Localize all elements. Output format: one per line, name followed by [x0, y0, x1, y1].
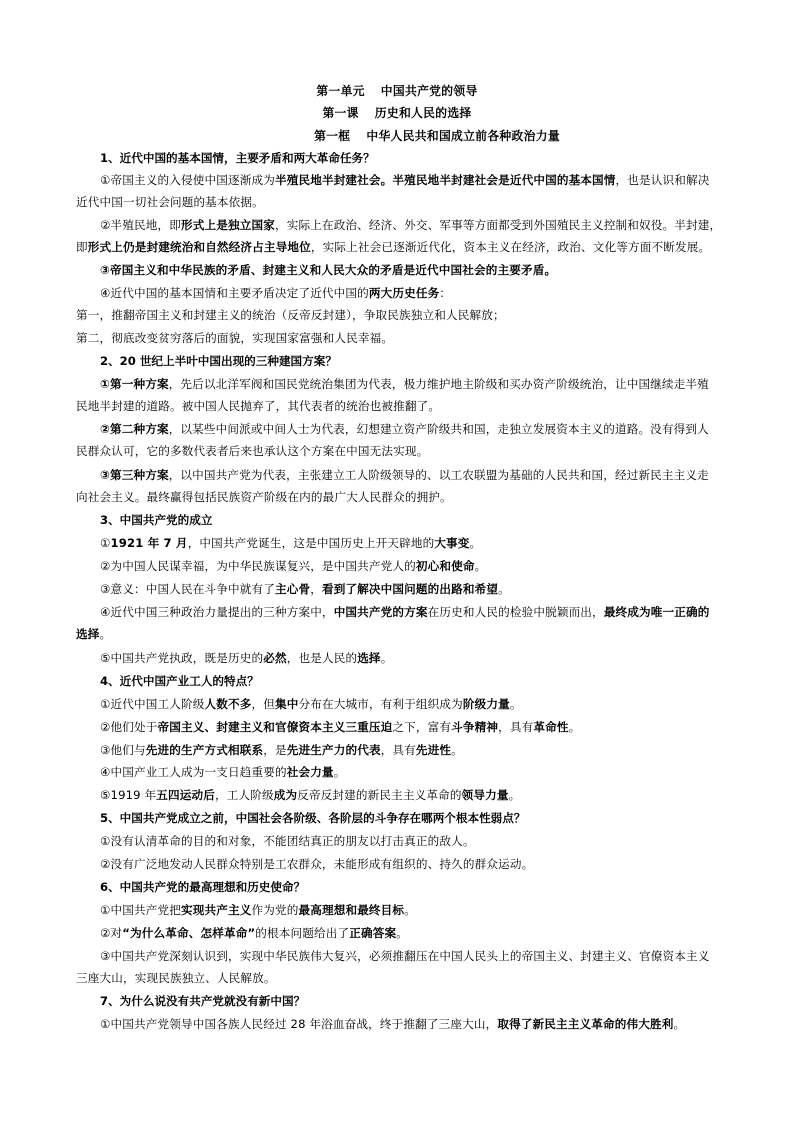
question-6-heading: 6、中国共产党的最高理想和历史使命？	[100, 880, 306, 894]
q1-paragraph-2: ②半殖民地，即形式上是独立国家，实际上在政治、经济、外交、军事等方面都受到外国殖民主义控制和奴役。半封建，	[100, 218, 722, 232]
q3-paragraph-5: ⑤中国共产党执政，既是历史的必然，也是人民的选择。	[100, 651, 393, 665]
q6-paragraph-3: ③中国共产党深刻认识到，实现中华民族伟大复兴，必须推翻压在中国人民头上的帝国主义、封建主义、官僚资本主义	[100, 949, 710, 963]
unit-title	[0, 82, 794, 99]
q2-paragraph-1: ①第一种方案，先后以北洋军阀和国民党统治集团为代表，极力维护地主阶级和买办资产阶级统治，让中国继续走半殖	[100, 377, 709, 391]
q6-paragraph-2: ②对“为什么革命、怎样革命”的根本问题给出了正确答案。	[100, 926, 408, 940]
q1-paragraph-1-cont: 近代中国一切社会问题的基本依据。	[76, 195, 264, 209]
lesson-name: 历史和人民的选择	[374, 106, 472, 120]
q1-paragraph-5: 第一，推翻帝国主义和封建主义的统治（反帝反封建），争取民族独立和人民解放；	[76, 308, 505, 322]
q1-paragraph-4: ④近代中国的基本国情和主要矛盾决定了近代中国的两大历史任务：	[100, 286, 452, 300]
q3-paragraph-2: ②为中国人民谋幸福，为中华民族谋复兴，是中国共产党人的初心和使命。	[100, 559, 487, 573]
q6-paragraph-1: ①中国共产党把实现共产主义作为党的最高理想和最终目标。	[100, 903, 416, 917]
q4-paragraph-2: ②他们处于帝国主义、封建主义和官僚资本主义三重压迫之下，富有斗争精神，具有革命性。	[100, 720, 581, 734]
q4-paragraph-5: ⑤1919 年五四运动后，工人阶级成为反帝反封建的新民主主义革命的领导力量。	[100, 788, 521, 802]
question-4-heading: 4、近代中国产业工人的特点？	[100, 674, 259, 688]
lesson-number: 第一课	[322, 106, 359, 120]
frame-number: 第一框	[314, 129, 351, 143]
q2-paragraph-3-cont: 向社会主义。最终赢得包括民族资产阶级在内的最广大人民群众的拥护。	[76, 490, 452, 504]
question-7-heading: 7、为什么说没有共产党就没有新中国？	[100, 994, 306, 1008]
q1-paragraph-6: 第二，彻底改变贫穷落后的面貌，实现国家富强和人民幸福。	[76, 331, 394, 345]
frame-name: 中华人民共和国成立前各种政治力量	[366, 129, 560, 143]
question-5-heading: 5、中国共产党成立之前，中国社会各阶级、各阶层的斗争存在哪两个根本性弱点？	[100, 811, 526, 825]
question-3-heading: 3、中国共产党的成立	[100, 513, 213, 527]
q4-paragraph-3: ③他们与先进的生产方式相联系，是先进生产力的代表，具有先进性。	[100, 743, 463, 757]
q2-paragraph-3: ③第三种方案，以中国共产党为代表，主张建立工人阶级领导的、以工农联盟为基础的人民共和国，经过新民主主义走	[100, 468, 709, 482]
q5-paragraph-1: ①没有认清革命的目的和对象，不能团结真正的朋友以打击真正的敌人。	[100, 834, 475, 848]
q3-paragraph-3: ③意义：中国人民在斗争中就有了主心骨，看到了解决中国问题的出路和希望。	[100, 582, 510, 596]
frame-title	[40, 127, 794, 144]
q3-paragraph-1: ①1921 年 7 月，中国共产党诞生，这是中国历史上开天辟地的大事变。	[100, 536, 482, 550]
unit-name: 中国共产党的领导	[380, 84, 478, 98]
q7-paragraph-1: ①中国共产党领导中国各族人民经过 28 年浴血奋战，终于推翻了三座大山，取得了新民主主义革命的伟大胜利。	[100, 1017, 686, 1031]
question-2-heading: 2、20 世纪上半叶中国出现的三种建国方案？	[100, 354, 337, 368]
question-1-heading: 1、近代中国的基本国情，主要矛盾和两大革命任务？	[100, 151, 375, 165]
q4-paragraph-4: ④中国产业工人成为一支日趋重要的社会力量。	[100, 765, 346, 779]
q2-paragraph-1-cont: 民地半封建的道路。被中国人民抛弃了，其代表者的统治也被推翻了。	[76, 399, 441, 413]
unit-number: 第一单元	[316, 84, 365, 98]
q1-paragraph-1: ①帝国主义的入侵使中国逐渐成为半殖民地半封建社会。半殖民地半封建社会是近代中国的基本国情，也是认识和解决	[100, 173, 710, 187]
q1-paragraph-3: ③帝国主义和中华民族的矛盾、封建主义和人民大众的矛盾是近代中国社会的主要矛盾。	[100, 263, 557, 277]
lesson-title	[0, 104, 794, 121]
q6-paragraph-3-cont: 三座大山，实现民族独立、人民解放。	[76, 971, 276, 985]
q1-paragraph-2-cont: 即形式上仍是封建统治和自然经济占主导地位，实际上社会已逐渐近代化，资本主义在经济，政治、文化等方面不断发展。	[76, 240, 711, 254]
q4-paragraph-1: ①近代中国工人阶级人数不多，但集中分布在大城市，有利于组织成为阶级力量。	[100, 697, 522, 711]
q3-paragraph-4: ④近代中国三种政治力量提出的三种方案中，中国共产党的方案在历史和人民的检验中脱颖而出，最终成为唯一正确的	[100, 605, 710, 619]
q3-paragraph-4-cont: 选择。	[76, 627, 112, 641]
q2-paragraph-2-cont: 民群众认可，它的多数代表者后来也承认这个方案在中国无法实现。	[76, 444, 429, 458]
q5-paragraph-2: ②没有广泛地发动人民群众特别是工农群众，未能形成有组织的、持久的群众运动。	[100, 857, 534, 871]
q2-paragraph-2: ②第二种方案，以某些中间派或中间人士为代表，幻想建立资产阶级共和国，走独立发展资本主义的道路。没有得到人	[100, 422, 709, 436]
